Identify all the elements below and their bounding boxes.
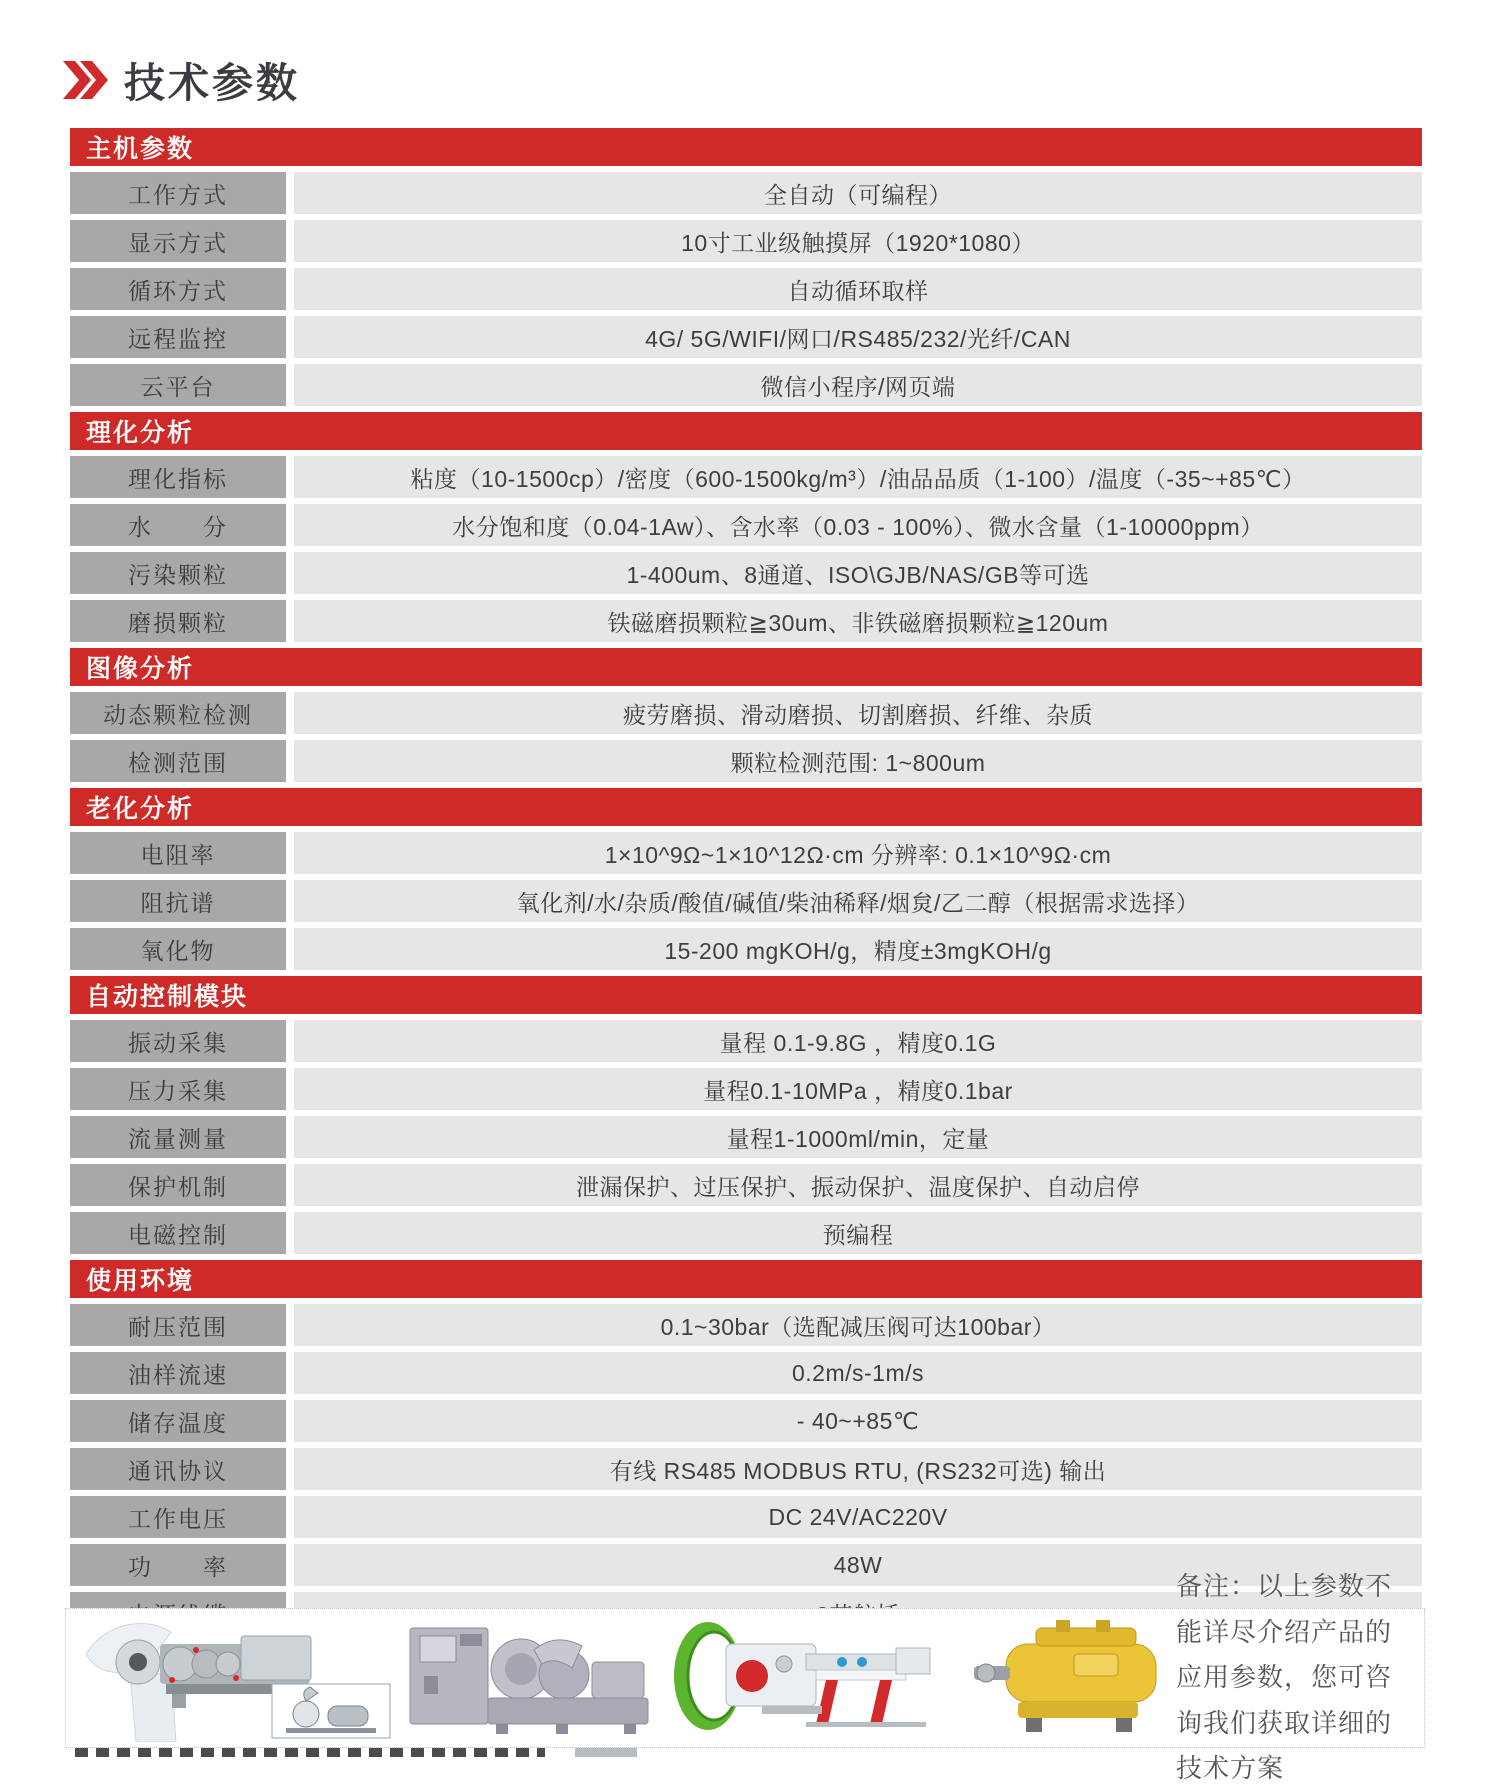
row-value: 疲劳磨损、滑动磨损、切割磨损、纤维、杂质 [294, 692, 1422, 734]
row-value: 1-400um、8通道、ISO\GJB/NAS/GB等可选 [294, 552, 1422, 594]
row-value: 量程1-1000ml/min，定量 [294, 1116, 1422, 1158]
row-value: 自动循环取样 [294, 268, 1422, 310]
row-label: 理化指标 [70, 456, 286, 498]
row-value: 4G/ 5G/WIFI/网口/RS485/232/光纤/CAN [294, 316, 1422, 358]
row-label: 磨损颗粒 [70, 600, 286, 642]
wind-turbine-drivetrain-photo [76, 1614, 396, 1742]
section-header: 理化分析 [70, 412, 1422, 450]
page-header [62, 50, 300, 109]
row-label: 振动采集 [70, 1020, 286, 1062]
spec-row [70, 740, 1422, 782]
spec-row [70, 268, 1422, 310]
spec-row [70, 928, 1422, 970]
turbine-generator-set-photo [396, 1614, 666, 1742]
row-label: 工作方式 [70, 172, 286, 214]
row-value: 全自动（可编程） [294, 172, 1422, 214]
spec-row [70, 1448, 1422, 1490]
section-header: 使用环境 [70, 1260, 1422, 1298]
row-label: 检测范围 [70, 740, 286, 782]
row-label: 循环方式 [70, 268, 286, 310]
section-header: 老化分析 [70, 788, 1422, 826]
section-header: 图像分析 [70, 648, 1422, 686]
row-label: 氧化物 [70, 928, 286, 970]
row-label: 水 分 [70, 504, 286, 546]
row-label: 通讯协议 [70, 1448, 286, 1490]
spec-row [70, 364, 1422, 406]
spec-row [70, 1496, 1422, 1538]
spec-row [70, 1164, 1422, 1206]
row-label: 功 率 [70, 1544, 286, 1586]
row-value: 1×10^9Ω~1×10^12Ω·cm 分辨率: 0.1×10^9Ω·cm [294, 832, 1422, 874]
row-value: 颗粒检测范围: 1~800um [294, 740, 1422, 782]
row-label: 保护机制 [70, 1164, 286, 1206]
spec-row [70, 552, 1422, 594]
row-label: 耐压范围 [70, 1304, 286, 1346]
double-chevron-icon [62, 60, 108, 100]
spec-row [70, 1020, 1422, 1062]
spec-row [70, 1116, 1422, 1158]
row-value: 0.2m/s-1m/s [294, 1352, 1422, 1394]
row-value: 预编程 [294, 1212, 1422, 1254]
spec-row [70, 220, 1422, 262]
spec-row [70, 316, 1422, 358]
row-value: - 40~+85℃ [294, 1400, 1422, 1442]
spec-row [70, 1352, 1422, 1394]
row-value: 量程 0.1-9.8G ，精度0.1G [294, 1020, 1422, 1062]
row-value: 泄漏保护、过压保护、振动保护、温度保护、自动启停 [294, 1164, 1422, 1206]
row-label: 污染颗粒 [70, 552, 286, 594]
note-text: 备注：以上参数不能详尽介绍产品的应用参数，您可咨询我们获取详细的技术方案 [1176, 1571, 1393, 1784]
spec-row [70, 456, 1422, 498]
row-label: 工作电压 [70, 1496, 286, 1538]
tunnel-boring-machine-photo [666, 1614, 966, 1742]
spec-table [70, 128, 1422, 1688]
spec-row [70, 692, 1422, 734]
section-header: 主机参数 [70, 128, 1422, 166]
row-label: 动态颗粒检测 [70, 692, 286, 734]
spec-row [70, 172, 1422, 214]
spec-row [70, 832, 1422, 874]
row-value: 10寸工业级触摸屏（1920*1080） [294, 220, 1422, 262]
row-label: 远程监控 [70, 316, 286, 358]
cropped-bottom-text [75, 1748, 545, 1757]
row-label: 显示方式 [70, 220, 286, 262]
spec-row [70, 1400, 1422, 1442]
row-label: 电阻率 [70, 832, 286, 874]
row-label: 阻抗谱 [70, 880, 286, 922]
spec-row [70, 1304, 1422, 1346]
row-value: 氧化剂/水/杂质/酸值/碱值/柴油稀释/烟炱/乙二醇（根据需求选择） [294, 880, 1422, 922]
spec-row [70, 1212, 1422, 1254]
spec-row [70, 880, 1422, 922]
section-header: 自动控制模块 [70, 976, 1422, 1014]
spec-row [70, 1068, 1422, 1110]
row-value: 水分饱和度（0.04-1Aw）、含水率（0.03 - 100%）、微水含量（1-10000ppm） [294, 504, 1422, 546]
gallery-strip [65, 1571, 1425, 1784]
row-label: 压力采集 [70, 1068, 286, 1110]
row-value: DC 24V/AC220V [294, 1496, 1422, 1538]
row-value: 量程0.1-10MPa ，精度0.1bar [294, 1068, 1422, 1110]
row-label: 油样流速 [70, 1352, 286, 1394]
row-value: 微信小程序/网页端 [294, 364, 1422, 406]
spec-row [70, 600, 1422, 642]
spec-row [70, 504, 1422, 546]
row-label: 流量测量 [70, 1116, 286, 1158]
row-value: 15-200 mgKOH/g，精度±3mgKOH/g [294, 928, 1422, 970]
row-value: 有线 RS485 MODBUS RTU, (RS232可选) 输出 [294, 1448, 1422, 1490]
cropped-bottom-block [575, 1748, 637, 1757]
row-label: 储存温度 [70, 1400, 286, 1442]
yellow-compressor-photo [966, 1614, 1176, 1742]
row-value: 粘度（10-1500cp）/密度（600-1500kg/m³）/油品品质（1-100）/温度（-35~+85℃） [294, 456, 1422, 498]
page-title: 技术参数 [124, 60, 300, 106]
row-label: 云平台 [70, 364, 286, 406]
row-value: 0.1~30bar（选配减压阀可达100bar） [294, 1304, 1422, 1346]
row-label: 电磁控制 [70, 1212, 286, 1254]
row-value: 48W [294, 1544, 1422, 1586]
row-value: 铁磁磨损颗粒≧30um、非铁磁磨损颗粒≧120um [294, 600, 1422, 642]
